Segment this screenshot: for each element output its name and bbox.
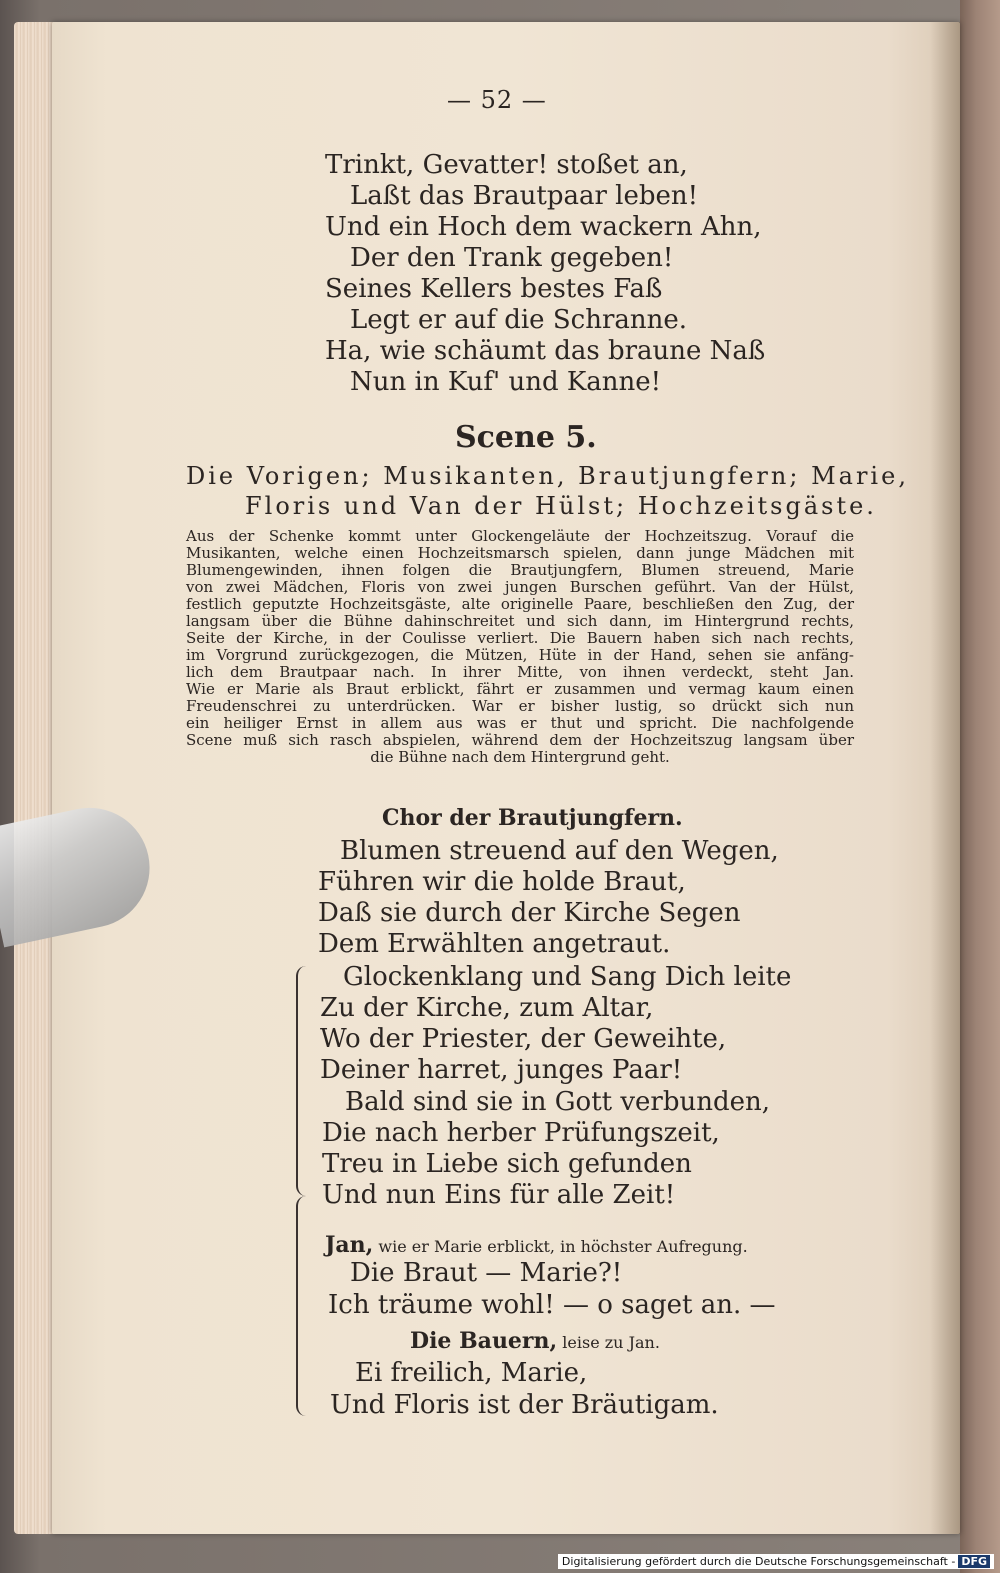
speaker-bauern (410, 1328, 660, 1354)
verse-line: Legt er auf die Schranne. (350, 305, 688, 335)
speaker-direction: wie er Marie erblickt, in höchster Aufregung. (378, 1237, 748, 1256)
chorus-line: Bald sind sie in Gott verbunden, (345, 1087, 771, 1117)
stage-direction-line: die Bühne nach dem Hintergrund geht. (370, 748, 670, 766)
chorus-line: Glockenklang und Sang Dich leite (343, 962, 792, 992)
dialogue-line: Ei freilich, Marie, (355, 1358, 588, 1388)
stage-direction-line: Freudenschrei zu unterdrücken. War er bisher lustig, so drückt sich nun (186, 697, 854, 715)
verse-line: Der den Trank gegeben! (350, 243, 674, 273)
stage-direction-line: ein heiliger Ernst in allem aus was er thut und spricht. Die nachfolgende (186, 714, 854, 732)
chorus-line: Blumen streuend auf den Wegen, (340, 836, 779, 866)
cast-line: Die Vorigen; Musikanten, Brautjungfern; Marie, (186, 462, 909, 490)
chorus-line: Und nun Eins für alle Zeit! (322, 1180, 676, 1210)
chorus-line: Daß sie durch der Kirche Segen (318, 898, 741, 928)
gutter-shadow (930, 22, 960, 1534)
verse-line: Laßt das Brautpaar leben! (350, 181, 699, 211)
stage-direction-line: Scene muß sich rasch abspielen, während dem der Hochzeitszug langsam über (186, 731, 854, 749)
speaker-name: Die Bauern, (410, 1328, 558, 1354)
stage-direction-line: von zwei Mädchen, Floris von zwei jungen Burschen geführt. Van der Hülst, (186, 578, 854, 596)
page-number: — 52 — (447, 86, 547, 114)
dialogue-line: Ich träume wohl! — o saget an. — (328, 1290, 776, 1320)
scene-title: Scene 5. (455, 420, 597, 455)
dialogue-line: Die Braut — Marie?! (350, 1258, 623, 1288)
dfg-logo: DFG (958, 1555, 990, 1568)
stage-direction-line: im Vorgrund zurückgezogen, die Mützen, Hüte in der Hand, sehen sie anfäng- (186, 646, 854, 664)
digitization-footer (558, 1554, 994, 1569)
chorus-line: Deiner harret, junges Paar! (320, 1055, 683, 1085)
stage-direction-line: Aus der Schenke kommt unter Glockengeläute der Hochzeitszug. Vorauf die (186, 527, 854, 545)
dialogue-line: Und Floris ist der Bräutigam. (330, 1390, 719, 1420)
speaker-name: Jan, (325, 1232, 374, 1258)
chorus-line: Führen wir die holde Braut, (318, 867, 686, 897)
chorus-line: Dem Erwählten angetraut. (318, 929, 671, 959)
verse-line: Seines Kellers bestes Faß (325, 274, 663, 304)
chorus-line: Zu der Kirche, zum Altar, (320, 993, 654, 1023)
stage-direction-line: lich dem Brautpaar nach. In ihrer Mitte, von ihnen verdeckt, steht Jan. (186, 663, 854, 681)
chorus-heading: Chor der Brautjungfern. (382, 805, 683, 831)
brace (296, 966, 308, 1196)
stage-direction-line: Wie er Marie als Braut erblickt, fährt er zusammen und vermag kaum einen (186, 680, 854, 698)
cast-line: Floris und Van der Hülst; Hochzeitsgäste. (245, 492, 877, 520)
chorus-line: Die nach herber Prüfungszeit, (322, 1118, 720, 1148)
speaker-direction: leise zu Jan. (562, 1333, 660, 1352)
book-cover-edge (960, 0, 1000, 1573)
stage-direction-line: Seite der Kirche, in der Coulisse verliert. Die Bauern haben sich nach rechts, (186, 629, 854, 647)
brace (296, 1196, 308, 1416)
verse-line: Nun in Kuf' und Kanne! (350, 367, 662, 397)
footer-text: Digitalisierung gefördert durch die Deutsche Forschungsgemeinschaft - (561, 1555, 956, 1568)
stage-direction-line: Blumengewinden, ihnen folgen die Brautjungfern, Blumen streuend, Marie (186, 561, 854, 579)
speaker-jan (325, 1232, 748, 1258)
verse-line: Und ein Hoch dem wackern Ahn, (325, 212, 762, 242)
stage-direction (186, 528, 854, 766)
verse-line: Ha, wie schäumt das braune Naß (325, 336, 766, 366)
stage-direction-line: festlich geputzte Hochzeitsgäste, alte originelle Paare, beschließen den Zug, der (186, 595, 854, 613)
chorus-line: Wo der Priester, der Geweihte, (320, 1024, 727, 1054)
chorus-line: Treu in Liebe sich gefunden (322, 1149, 692, 1179)
stage-direction-line: Musikanten, welche einen Hochzeitsmarsch spielen, dann junge Mädchen mit (186, 544, 854, 562)
stage-direction-line: langsam über die Bühne dahinschreitet und sich dann, im Hintergrund rechts, (186, 612, 854, 630)
verse-line: Trinkt, Gevatter! stoßet an, (325, 150, 688, 180)
